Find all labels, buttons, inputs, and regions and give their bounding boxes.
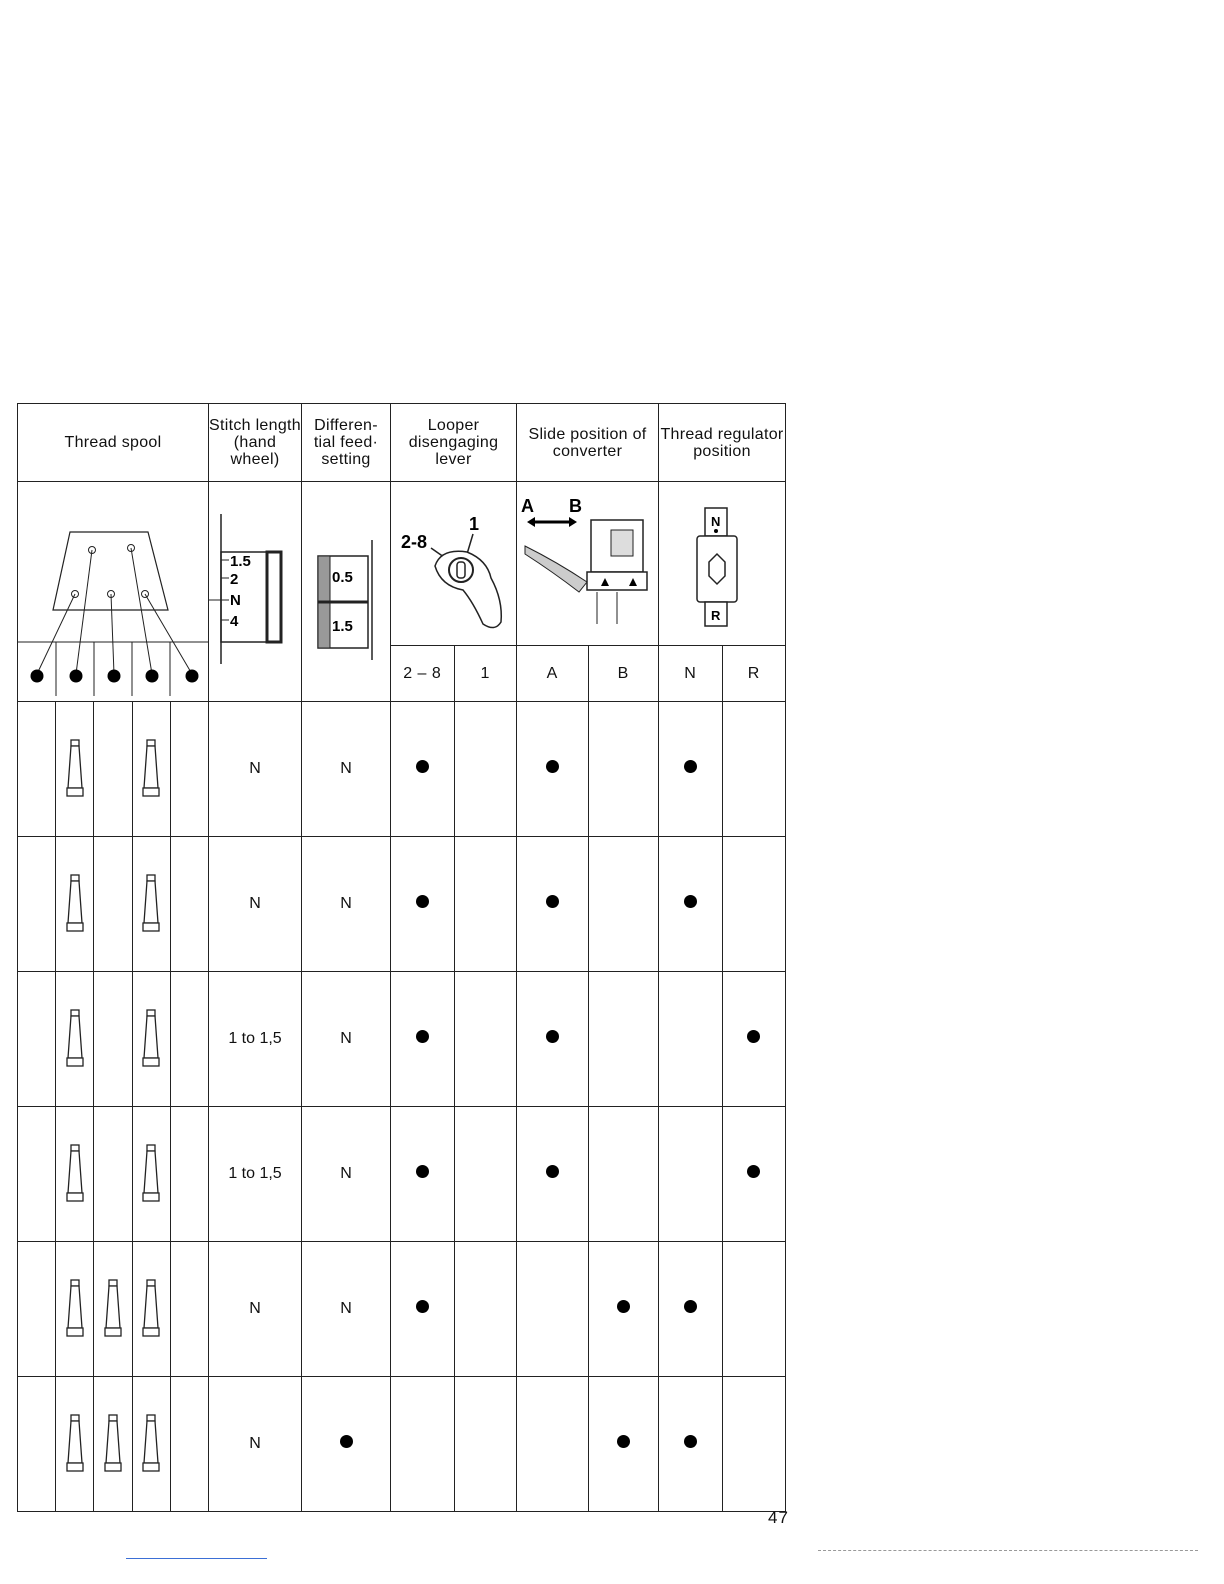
spool-diagram-cell — [18, 482, 209, 702]
setting-dot — [546, 760, 559, 773]
spool-cell — [132, 1377, 170, 1512]
looper-lever-diagram — [391, 482, 516, 640]
differential-feed-value: N — [302, 1107, 391, 1242]
thread-spool-icon — [64, 1008, 86, 1070]
slide-b-cell — [588, 1242, 659, 1377]
spool-cell — [170, 972, 208, 1107]
looper-2-8-cell — [391, 1107, 455, 1242]
regulator-r-cell — [722, 1107, 786, 1242]
setting-dot — [546, 1165, 559, 1178]
regulator-r-cell — [722, 702, 786, 837]
differential-feed-value: N — [302, 837, 391, 972]
slide-b-cell — [588, 837, 659, 972]
regulator-n-cell — [659, 1107, 723, 1242]
looper-1-cell — [454, 972, 517, 1107]
spool-cell — [170, 837, 208, 972]
header-looper-lever: Looper disengaging lever — [391, 404, 517, 482]
diff-dial-label: 1.5 — [332, 618, 353, 635]
spool-cell — [18, 972, 56, 1107]
regulator-n-cell — [659, 1242, 723, 1377]
regulator-n-cell — [659, 972, 723, 1107]
spool-cell — [170, 1107, 208, 1242]
thread-spool-icon — [64, 1413, 86, 1475]
table-row — [18, 1107, 786, 1242]
regulator-position-label: N — [711, 514, 721, 529]
thread-spool-icon — [140, 1278, 162, 1340]
setting-dot — [617, 1300, 630, 1313]
differential-feed-dial-diagram — [302, 482, 390, 696]
slide-b-cell — [588, 1377, 659, 1512]
thread-spool-icon — [64, 1143, 86, 1205]
scan-mark — [126, 1558, 267, 1559]
thread-spool-icon — [102, 1413, 124, 1475]
looper-lever-cell — [391, 482, 517, 646]
thread-regulator-diagram — [659, 482, 785, 640]
looper-2-8-cell — [391, 837, 455, 972]
page-number: 47 — [768, 1508, 789, 1527]
stitch-length-value: 1 to 1,5 — [209, 1107, 302, 1242]
regulator-r-cell — [722, 1377, 786, 1512]
stitch-dial-cell — [209, 482, 302, 702]
spool-cell — [94, 837, 132, 972]
converter-position-label: A — [521, 496, 534, 516]
thread-spool-icon — [140, 873, 162, 935]
stitch-dial-label: 1.5 — [230, 553, 251, 570]
table-row — [18, 1377, 786, 1512]
spool-cell — [170, 1242, 208, 1377]
differential-feed-value: N — [302, 972, 391, 1107]
slide-a-cell — [517, 702, 589, 837]
header-thread-regulator: Thread regulator position — [659, 404, 786, 482]
looper-2-8-cell — [391, 1242, 455, 1377]
thread-regulator-cell — [659, 482, 786, 646]
spool-cell — [56, 1242, 94, 1377]
regulator-n-cell — [659, 1377, 723, 1512]
looper-1-cell — [454, 1377, 517, 1512]
setting-dot — [684, 895, 697, 908]
spool-cell — [94, 702, 132, 837]
spool-cell — [18, 1377, 56, 1512]
spool-cell — [132, 702, 170, 837]
stitch-dial-label: 4 — [230, 613, 239, 630]
subheader-looper-1: 1 — [454, 646, 517, 702]
stitch-dial-label: N — [230, 592, 241, 609]
spool-cell — [132, 1107, 170, 1242]
spool-cell — [56, 972, 94, 1107]
looper-1-cell — [454, 1107, 517, 1242]
spool-cell — [56, 1377, 94, 1512]
looper-position-label: 2-8 — [401, 532, 428, 552]
thread-spool-icon — [64, 1278, 86, 1340]
scan-edge — [818, 1550, 1198, 1551]
looper-position-label: 1 — [469, 514, 480, 534]
thread-spool-icon — [64, 738, 86, 800]
setting-dot — [684, 760, 697, 773]
subheader-slide-a: A — [517, 646, 589, 702]
settings-rows — [18, 702, 786, 1512]
spool-cell — [18, 837, 56, 972]
setting-dot — [416, 895, 429, 908]
header-converter-slide: Slide position of converter — [517, 404, 659, 482]
thread-spool-icon — [140, 738, 162, 800]
spool-cell — [18, 702, 56, 837]
spool-cell — [18, 1242, 56, 1377]
thread-spool-icon — [140, 1143, 162, 1205]
thread-spool-icon — [64, 873, 86, 935]
spool-cell — [94, 1107, 132, 1242]
setting-dot — [684, 1300, 697, 1313]
spool-cell — [94, 1242, 132, 1377]
table-row — [18, 1242, 786, 1377]
setting-dot — [416, 1300, 429, 1313]
slide-b-cell — [588, 702, 659, 837]
spool-cell — [132, 837, 170, 972]
spool-cell — [132, 1242, 170, 1377]
slide-b-cell — [588, 972, 659, 1107]
spool-cell — [170, 702, 208, 837]
thread-spool-icon — [140, 1008, 162, 1070]
differential-feed-value: N — [302, 1242, 391, 1377]
converter-slide-cell — [517, 482, 659, 646]
converter-position-label: B — [569, 496, 582, 516]
setting-dot — [747, 1030, 760, 1043]
setting-dot — [546, 895, 559, 908]
table-row — [18, 837, 786, 972]
thread-spool-diagram — [18, 482, 208, 696]
header-stitch-length: Stitch length (hand wheel) — [209, 404, 302, 482]
regulator-r-cell — [722, 837, 786, 972]
looper-2-8-cell — [391, 1377, 455, 1512]
spool-cell — [132, 972, 170, 1107]
differential-feed-value — [302, 1377, 391, 1512]
regulator-n-cell — [659, 702, 723, 837]
spool-cell — [56, 1107, 94, 1242]
table-row — [18, 702, 786, 837]
spool-cell — [56, 837, 94, 972]
header-differential-feed: Differen- tial feed· setting — [302, 404, 391, 482]
diff-dial-label: 0.5 — [332, 569, 353, 586]
setting-dot — [416, 760, 429, 773]
subheader-regulator-n: N — [659, 646, 723, 702]
spool-cell — [18, 1107, 56, 1242]
regulator-r-cell — [722, 972, 786, 1107]
regulator-n-cell — [659, 837, 723, 972]
thread-spool-icon — [102, 1278, 124, 1340]
setting-dot — [416, 1165, 429, 1178]
spool-cell — [94, 1377, 132, 1512]
setting-dot — [340, 1435, 353, 1448]
spool-cell — [94, 972, 132, 1107]
looper-1-cell — [454, 837, 517, 972]
threading-settings-table — [17, 403, 786, 1512]
stitch-length-value: N — [209, 1242, 302, 1377]
spool-cell — [56, 702, 94, 837]
setting-dot — [546, 1030, 559, 1043]
setting-dot — [416, 1030, 429, 1043]
setting-dot — [747, 1165, 760, 1178]
setting-dot — [684, 1435, 697, 1448]
regulator-r-cell — [722, 1242, 786, 1377]
spool-cell — [170, 1377, 208, 1512]
slide-a-cell — [517, 1377, 589, 1512]
stitch-length-value: N — [209, 702, 302, 837]
subheader-looper-2-8: 2 – 8 — [391, 646, 455, 702]
looper-2-8-cell — [391, 972, 455, 1107]
slide-a-cell — [517, 1107, 589, 1242]
diff-dial-cell — [302, 482, 391, 702]
slide-b-cell — [588, 1107, 659, 1242]
stitch-length-value: N — [209, 1377, 302, 1512]
looper-2-8-cell — [391, 702, 455, 837]
stitch-dial-label: 2 — [230, 571, 239, 588]
thread-spool-icon — [140, 1413, 162, 1475]
table-row — [18, 972, 786, 1107]
stitch-length-value: N — [209, 837, 302, 972]
stitch-length-value: 1 to 1,5 — [209, 972, 302, 1107]
subheader-slide-b: B — [588, 646, 659, 702]
looper-1-cell — [454, 1242, 517, 1377]
converter-slide-diagram — [517, 482, 658, 640]
stitch-length-dial-diagram — [209, 482, 301, 696]
subheader-regulator-r: R — [722, 646, 786, 702]
slide-a-cell — [517, 972, 589, 1107]
differential-feed-value: N — [302, 702, 391, 837]
slide-a-cell — [517, 837, 589, 972]
header-thread-spool: Thread spool — [18, 404, 209, 482]
slide-a-cell — [517, 1242, 589, 1377]
regulator-position-label: R — [711, 608, 721, 623]
setting-dot — [617, 1435, 630, 1448]
looper-1-cell — [454, 702, 517, 837]
